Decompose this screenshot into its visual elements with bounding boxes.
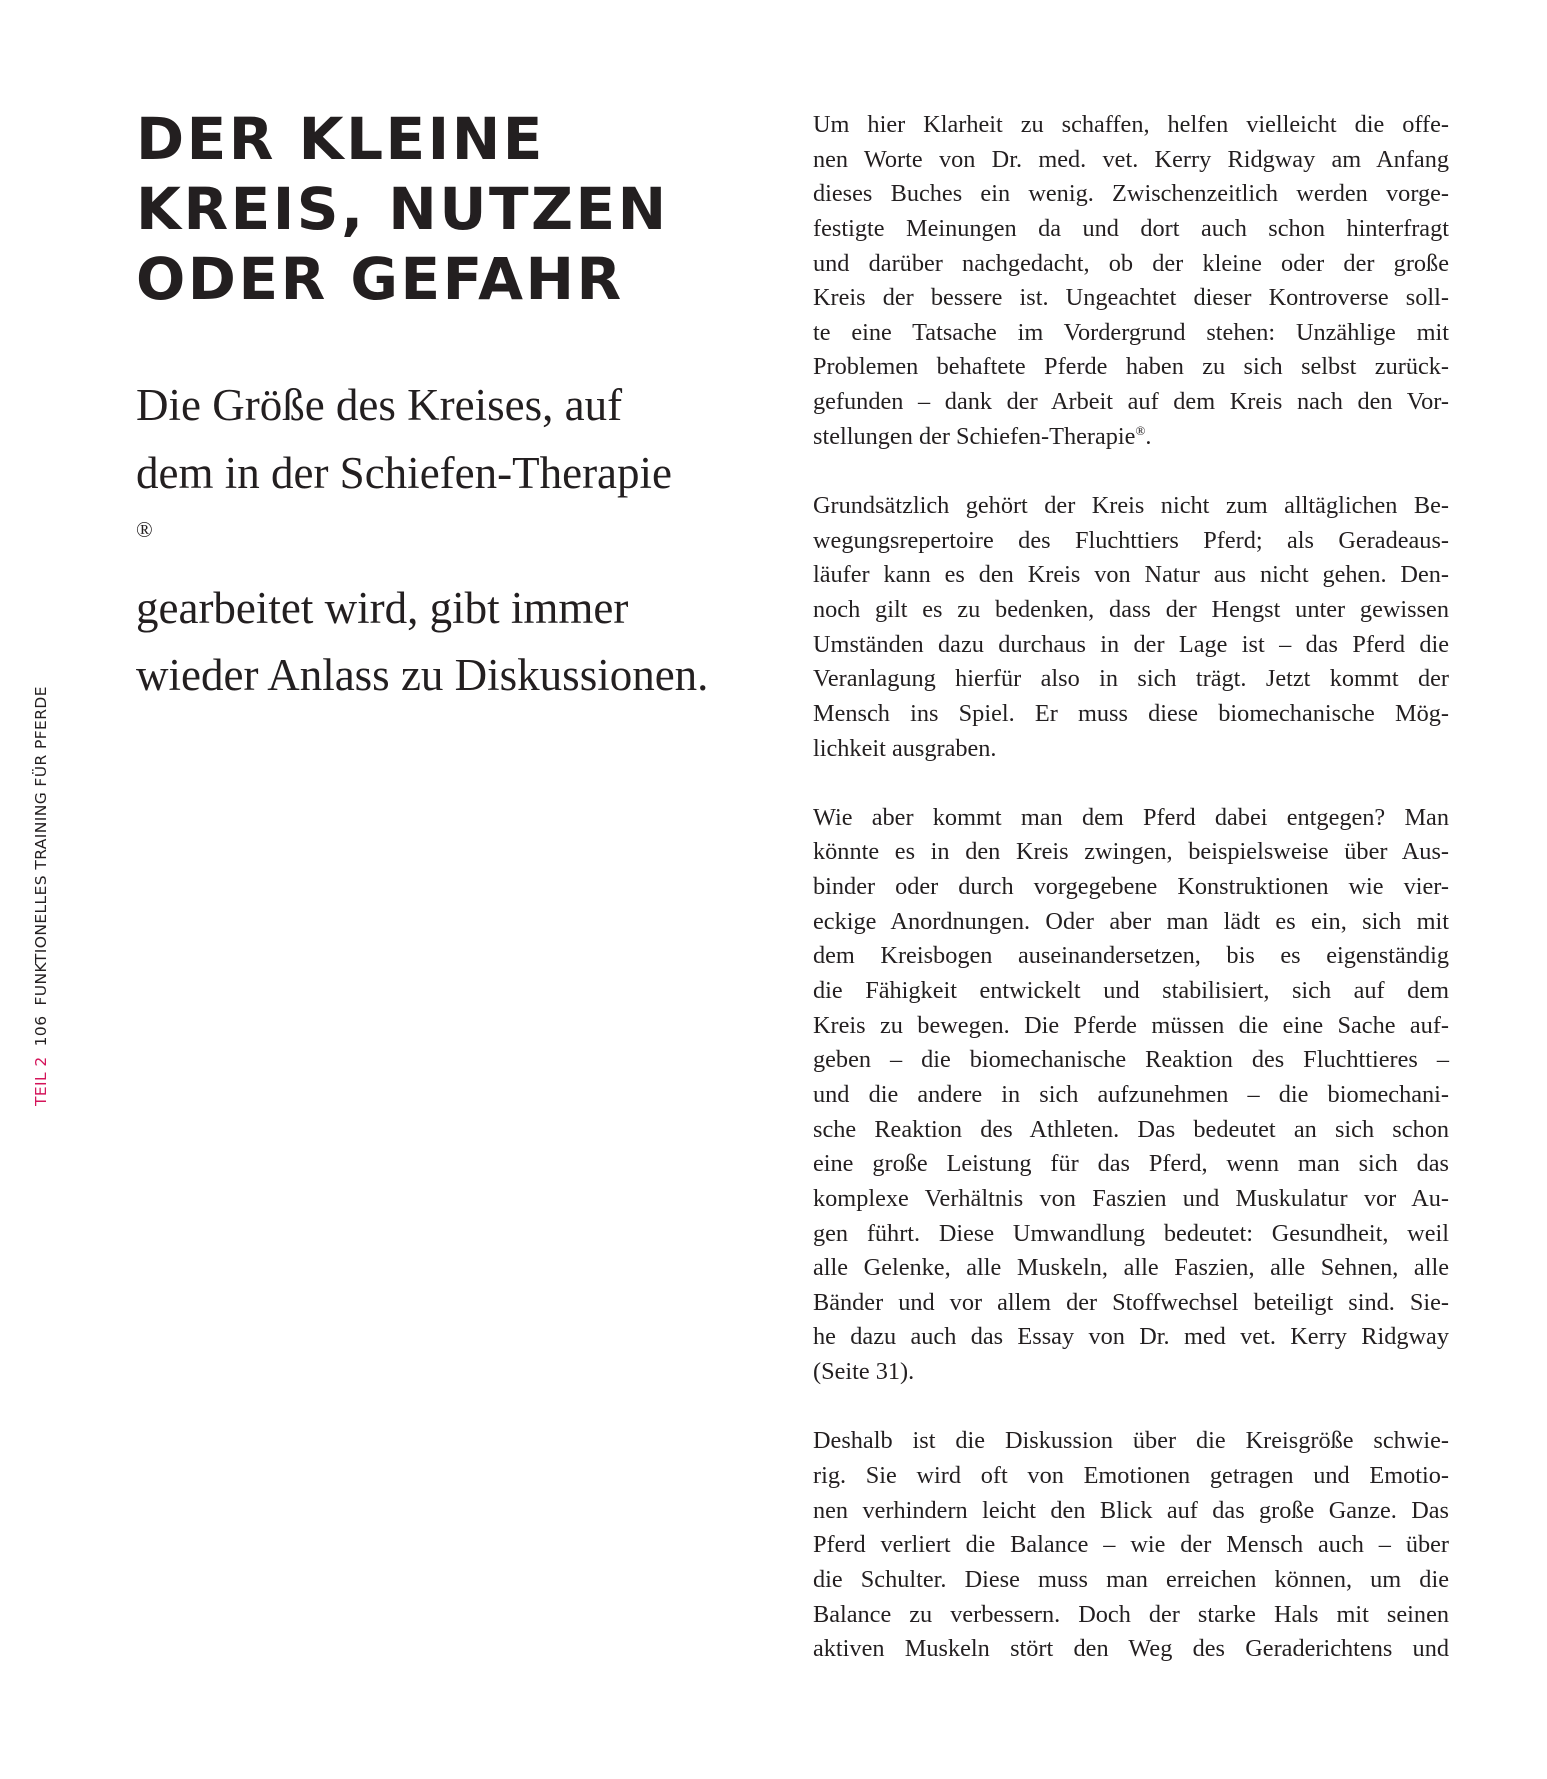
text-line: dem Kreisbogen auseinandersetzen, bis es eigenständig xyxy=(813,942,1449,970)
heading-line: KREIS, NUTZEN xyxy=(136,175,669,243)
text-line: Deshalb ist die Diskussion über die Kreisgröße schwie- xyxy=(813,1427,1449,1455)
text-line: Mensch ins Spiel. Er muss diese biomechanische Mög- xyxy=(813,699,1449,727)
lead-paragraph xyxy=(136,372,796,710)
text-line: und die andere in sich aufzunehmen – die biomechani- xyxy=(813,1080,1449,1108)
text-line: die Fähigkeit entwickelt und stabilisiert, sich auf dem xyxy=(813,977,1449,1005)
text-line: Umständen dazu durchaus in der Lage ist – das Pferd die xyxy=(813,630,1449,658)
text-line: stellungen der Schiefen-Therapie®. xyxy=(813,422,1152,450)
text-line: gen führt. Diese Umwandlung bedeutet: Gesundheit, weil xyxy=(813,1219,1449,1247)
text-line: Um hier Klarheit zu schaffen, helfen vielleicht die offe- xyxy=(813,111,1449,138)
text-line: Kreis zu bewegen. Die Pferde müssen die eine Sache auf- xyxy=(813,1011,1449,1039)
text-line: dieses Buches ein wenig. Zwischenzeitlich werden vorge- xyxy=(813,180,1449,208)
lead-line: Die Größe des Kreises, auf xyxy=(136,380,623,430)
text-line: Balance zu verbessern. Doch der starke Hals mit seinen xyxy=(813,1600,1449,1628)
text-line: noch gilt es zu bedenken, dass der Hengst unter gewissen xyxy=(813,595,1449,623)
text-line: alle Gelenke, alle Muskeln, alle Faszien, alle Sehnen, alle xyxy=(813,1254,1449,1282)
heading-line: DER KLEINE xyxy=(136,105,545,173)
text-line: gefunden – dank der Arbeit auf dem Kreis nach den Vor- xyxy=(813,388,1449,416)
text-line: sche Reaktion des Athleten. Das bedeutet an sich schon xyxy=(813,1115,1449,1143)
lead-line: gearbeitet wird, gibt immer xyxy=(136,582,629,633)
text-line: komplexe Verhältnis von Faszien und Muskulatur vor Au- xyxy=(813,1184,1449,1212)
text-line: rig. Sie wird oft von Emotionen getragen und Emotio- xyxy=(813,1461,1449,1489)
lead-line: dem in der Schiefen-Therapie ® xyxy=(136,447,673,542)
heading-line: ODER GEFAHR xyxy=(136,245,624,313)
registered-mark: ® xyxy=(1135,422,1146,438)
running-head xyxy=(30,686,52,1106)
text-line: Bänder und vor allem der Stoffwechsel beteiligt sind. Sie- xyxy=(813,1288,1449,1316)
text-line: binder oder durch vorgegebene Konstruktionen wie vier- xyxy=(813,873,1449,901)
text-line: eckige Anordnungen. Oder aber man lädt es ein, sich mit xyxy=(813,907,1449,935)
text-line: Problemen behaftete Pferde haben zu sich selbst zurück- xyxy=(813,353,1449,381)
body-paragraph-2 xyxy=(813,489,1449,766)
text-line: und darüber nachgedacht, ob der kleine oder der große xyxy=(813,249,1449,277)
text-line: die Schulter. Diese muss man erreichen können, um die xyxy=(813,1565,1449,1593)
text-line: geben – die biomechanische Reaktion des Fluchttieres – xyxy=(813,1046,1449,1074)
text-line: Kreis der bessere ist. Ungeachtet dieser Kontroverse soll- xyxy=(813,284,1449,312)
text-line: wegungsrepertoire des Fluchttiers Pferd; als Geradeaus- xyxy=(813,526,1449,554)
text-line: nen Worte von Dr. med. vet. Kerry Ridgway am Anfang xyxy=(813,145,1449,173)
body-paragraph-1 xyxy=(813,108,1449,454)
text-line: lichkeit ausgraben. xyxy=(813,734,997,762)
text-line: nen verhindern leicht den Blick auf das große Ganze. Das xyxy=(813,1496,1449,1524)
body-column xyxy=(813,108,1449,1701)
registered-mark: ® xyxy=(136,517,153,542)
text-line: läufer kann es den Kreis von Natur aus nicht gehen. Den- xyxy=(813,561,1449,589)
book-title: FUNKTIONELLES TRAINING FÜR PFERDE xyxy=(32,686,50,1006)
body-paragraph-4 xyxy=(813,1424,1449,1666)
text-line: Veranlagung hierfür also in sich trägt. Jetzt kommt der xyxy=(813,665,1449,693)
chapter-heading xyxy=(136,104,776,314)
text-line: te eine Tatsache im Vordergrund stehen: Unzählige mit xyxy=(813,318,1449,346)
text-line: Wie aber kommt man dem Pferd dabei entgegen? Man xyxy=(813,803,1449,831)
page-number: 106 xyxy=(32,1015,50,1047)
body-paragraph-3 xyxy=(813,801,1449,1390)
lead-line: wieder Anlass zu Diskussionen. xyxy=(136,650,709,700)
text-line: aktiven Muskeln stört den Weg des Geraderichtens und xyxy=(813,1635,1449,1663)
text-line: Pferd verliert die Balance – wie der Mensch auch – über xyxy=(813,1531,1449,1559)
text-line: festigte Meinungen da und dort auch schon hinterfragt xyxy=(813,214,1449,242)
text-line: könnte es in den Kreis zwingen, beispielsweise über Aus- xyxy=(813,838,1449,866)
text-line: eine große Leistung für das Pferd, wenn man sich das xyxy=(813,1150,1449,1178)
text-line: Grundsätzlich gehört der Kreis nicht zum alltäglichen Be- xyxy=(813,492,1449,520)
part-label: TEIL 2 xyxy=(32,1056,50,1106)
text-line: he dazu auch das Essay von Dr. med vet. Kerry Ridgway xyxy=(813,1323,1449,1351)
text-line: (Seite 31). xyxy=(813,1358,915,1386)
